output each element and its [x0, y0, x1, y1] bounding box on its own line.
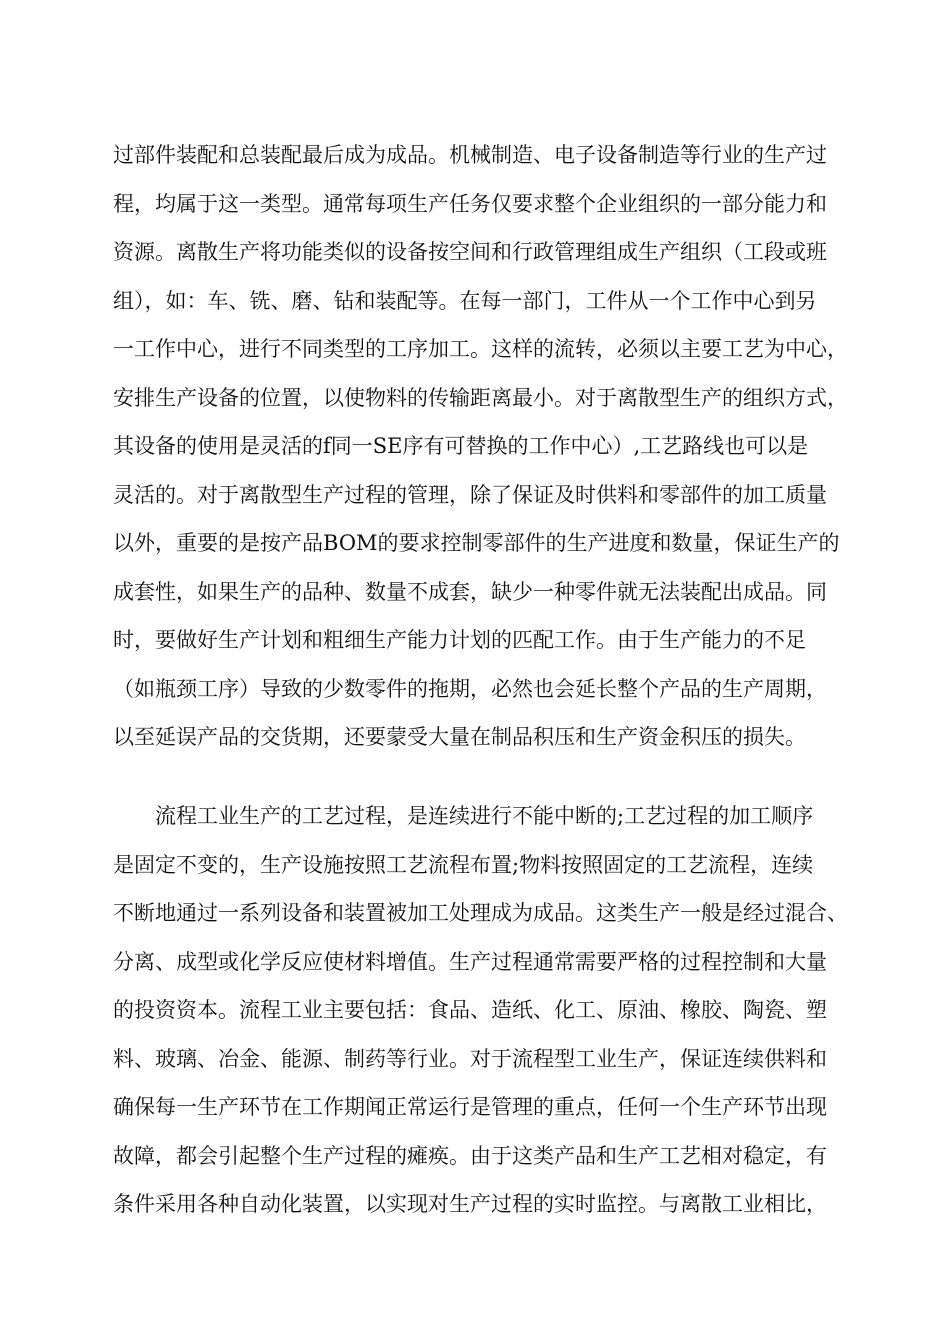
- text-line: 一工作中心，进行不同类型的工序加工。这样的流转，必须以主要工艺为中心，: [113, 337, 848, 361]
- text-line: 确保每一生产环节在工作期闻正常运行是管理的重点，任何一个生产环节出现: [113, 1095, 827, 1119]
- text-line: 不断地通过一系列设备和装置被加工处理成为成品。这类生产一般是经过混合、: [113, 901, 848, 925]
- text-line: 以外，重要的是按产品BOM的要求控制零部件的生产进度和数量，保证生产的: [113, 531, 840, 555]
- text-line: 组），如：车、铣、磨、钻和装配等。在每一部门，工件从一个工作中心到另: [113, 288, 817, 313]
- paragraph-process-industry: [113, 792, 853, 1229]
- text-line: 条件采用各种自动化装置，以实现对生产过程的实时监控。与离散工业相比，: [113, 1192, 827, 1216]
- text-line: 以至延误产品的交货期，还要蒙受大量在制品积压和生产资金积压的损失。: [113, 725, 806, 749]
- text-line-first: 流程工业生产的工艺过程，是连续进行不能中断的;工艺过程的加工顺序: [155, 804, 814, 828]
- text-line: （如瓶颈工序）导致的少数零件的拖期，必然也会延长整个产品的生产周期，: [113, 676, 827, 701]
- text-line: 其设备的使用是灵活的f同一SE序有可替换的工作中心）,工艺路线也可以是: [113, 434, 809, 458]
- text-line: 程，均属于这一类型。通常每项生产任务仅要求整个企业组织的一部分能力和: [113, 191, 827, 216]
- text-line: 安排生产设备的位置，以使物料的传输距离最小。对于离散型生产的组织方式，: [113, 385, 848, 410]
- text-line: 灵活的。对于离散型生产过程的管理，除了保证及时供料和零部件的加工质量: [113, 482, 827, 507]
- text-line: 是固定不变的，生产设施按照工艺流程布置;物料按照固定的工艺流程，连续: [113, 852, 814, 877]
- text-line: 分离、成型或化学反应使材料增值。生产过程通常需要严格的过程控制和大量: [113, 949, 827, 974]
- text-line: 故障，都会引起整个生产过程的瘫痪。由于这类产品和生产工艺相对稳定，有: [113, 1143, 827, 1168]
- text-line: 资源。离散生产将功能类似的设备按空间和行政管理组成生产组织（工段或班: [113, 240, 827, 264]
- text-line: 成套性，如果生产的品种、数量不成套，缺少一种零件就无法装配出成品。同: [113, 579, 827, 604]
- text-line: 料、玻璃、冶金、能源、制药等行业。对于流程型工业生产，保证连续供料和: [113, 1046, 827, 1071]
- text-line: 时，要做好生产计划和粗细生产能力计划的匹配工作。由于生产能力的不足: [113, 628, 806, 652]
- paragraph-discrete-production: [113, 131, 853, 762]
- text-line: 的投资资本。流程工业主要包括：食品、造纸、化工、原油、橡胶、陶瓷、塑: [113, 998, 827, 1022]
- text-line: 过部件装配和总装配最后成为成品。机械制造、电子设备制造等行业的生产过: [113, 143, 827, 167]
